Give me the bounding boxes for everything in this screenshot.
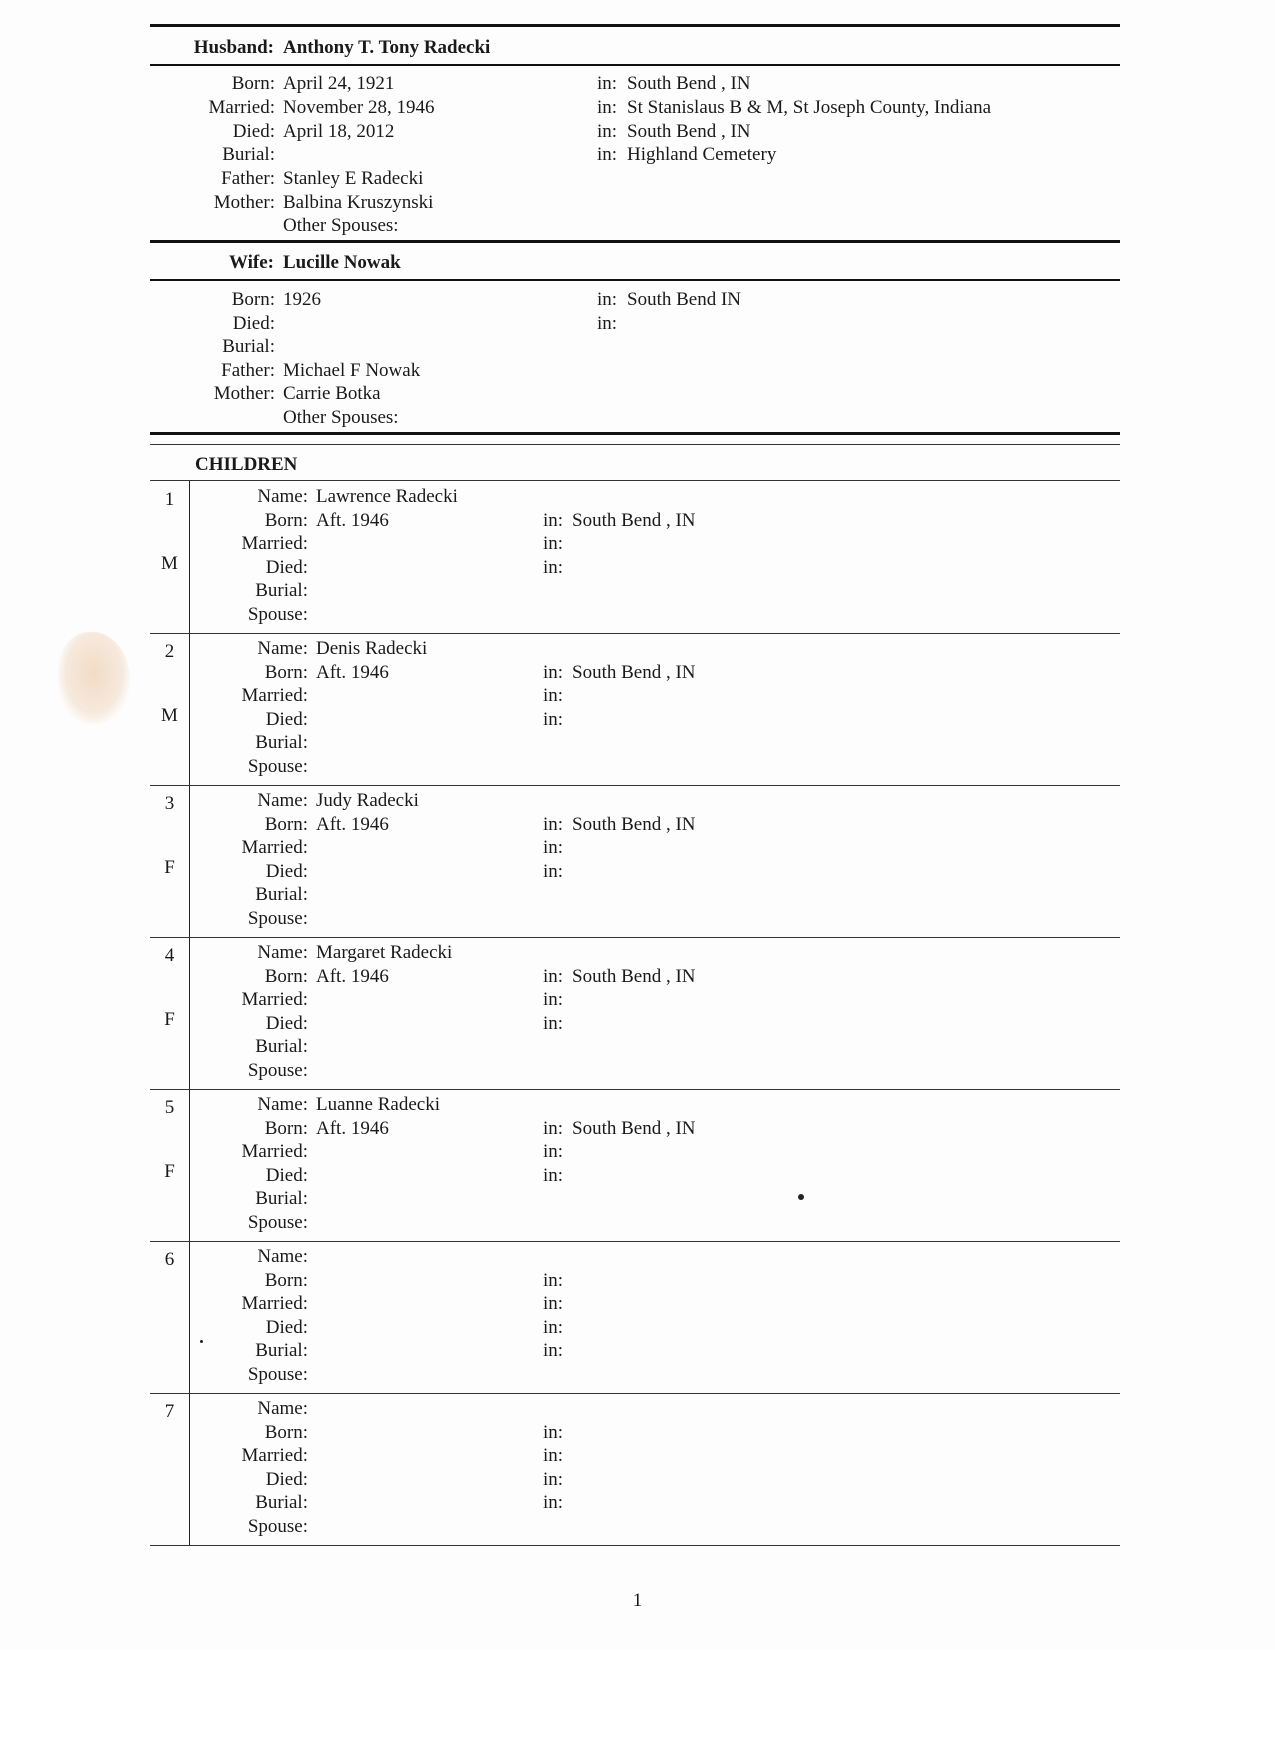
wife-burial-label: Burial: [222, 336, 275, 357]
husband-mother-name: Balbina Kruszynski [283, 192, 434, 213]
husband-born-label: Born: [231, 73, 275, 94]
child-died-label: Died: [265, 1013, 308, 1034]
page-number: 1 [632, 1590, 643, 1611]
child-born-place: South Bend , IN [572, 662, 696, 683]
husband-born-in: in: [597, 73, 618, 94]
child-sex: F [164, 857, 175, 878]
husband-married-date: November 28, 1946 [283, 97, 435, 118]
child-row-6 [150, 1241, 1120, 1394]
husband-died-in: in: [597, 121, 618, 142]
husband-label: Husband: [193, 37, 274, 58]
child-row-2 [150, 633, 1120, 786]
child-name: Judy Radecki [316, 790, 419, 811]
child-number: 5 [164, 1097, 175, 1118]
child-row-1 [150, 481, 1120, 634]
child-married-in: in: [543, 1141, 564, 1162]
child-born-in: in: [543, 510, 564, 531]
child-number: 7 [164, 1401, 175, 1422]
husband-married-in: in: [597, 97, 618, 118]
child-name-label: Name: [257, 790, 308, 811]
husband-died-place: South Bend , IN [627, 121, 751, 142]
child-born-label: Born: [264, 1422, 308, 1443]
child-row-7 [150, 1393, 1120, 1546]
child-spouse-label: Spouse: [247, 1364, 308, 1385]
child-married-label: Married: [241, 1293, 308, 1314]
paper-stain [58, 632, 130, 724]
child-died-in: in: [543, 1165, 564, 1186]
child-born-label: Born: [264, 1270, 308, 1291]
ink-speck [798, 1194, 804, 1200]
wife-top-rule [150, 240, 1120, 243]
children-double-rule [150, 444, 1120, 445]
child-sex: F [164, 1161, 175, 1182]
child-name-label: Name: [257, 1246, 308, 1267]
child-number: 4 [164, 945, 175, 966]
husband-born-date: April 24, 1921 [283, 73, 395, 94]
child-married-label: Married: [241, 837, 308, 858]
wife-died-in: in: [597, 313, 618, 334]
child-spouse-label: Spouse: [247, 604, 308, 625]
child-born-label: Born: [264, 510, 308, 531]
husband-burial-label: Burial: [222, 144, 275, 165]
child-born-in: in: [543, 966, 564, 987]
child-name-label: Name: [257, 1094, 308, 1115]
child-born-date: Aft. 1946 [316, 662, 389, 683]
child-married-label: Married: [241, 685, 308, 706]
child-married-in: in: [543, 685, 564, 706]
child-number: 3 [164, 793, 175, 814]
child-died-label: Died: [265, 709, 308, 730]
husband-mother-label: Mother: [213, 192, 275, 213]
child-married-label: Married: [241, 533, 308, 554]
child-married-in: in: [543, 837, 564, 858]
child-married-label: Married: [241, 1141, 308, 1162]
child-spouse-label: Spouse: [247, 1212, 308, 1233]
child-born-place: South Bend , IN [572, 966, 696, 987]
child-married-label: Married: [241, 989, 308, 1010]
child-born-date: Aft. 1946 [316, 814, 389, 835]
child-married-in: in: [543, 533, 564, 554]
child-burial-label: Burial: [255, 732, 308, 753]
husband-married-place: St Stanislaus B & M, St Joseph County, Indiana [627, 97, 992, 118]
scan-margin [0, 1650, 1275, 1740]
husband-burial-in: in: [597, 144, 618, 165]
wife-born-place: South Bend IN [627, 289, 741, 310]
child-born-in: in: [543, 814, 564, 835]
top-rule [150, 24, 1120, 27]
child-born-label: Born: [264, 966, 308, 987]
child-died-label: Died: [265, 1317, 308, 1338]
child-died-in: in: [543, 557, 564, 578]
husband-married-label: Married: [208, 97, 275, 118]
child-burial-label: Burial: [255, 1036, 308, 1057]
child-spouse-label: Spouse: [247, 1516, 308, 1537]
wife-born-date: 1926 [283, 289, 321, 310]
wife-died-label: Died: [232, 313, 275, 334]
child-row-3 [150, 785, 1120, 938]
wife-father-label: Father: [221, 360, 275, 381]
wife-mother-name: Carrie Botka [283, 383, 381, 404]
child-burial-label: Burial: [255, 1492, 308, 1513]
child-died-label: Died: [265, 861, 308, 882]
husband-other-spouses-label: Other Spouses: [283, 215, 399, 236]
husband-burial-place: Highland Cemetery [627, 144, 777, 165]
husband-name: Anthony T. Tony Radecki [283, 37, 491, 58]
child-died-in: in: [543, 861, 564, 882]
children-title: CHILDREN [195, 454, 298, 475]
child-number: 1 [164, 489, 175, 510]
child-born-label: Born: [264, 1118, 308, 1139]
child-sex: F [164, 1009, 175, 1030]
child-born-place: South Bend , IN [572, 1118, 696, 1139]
child-row-4 [150, 937, 1120, 1090]
child-name: Denis Radecki [316, 638, 428, 659]
child-died-label: Died: [265, 1165, 308, 1186]
child-burial-label: Burial: [255, 580, 308, 601]
husband-father-label: Father: [221, 168, 275, 189]
child-born-date: Aft. 1946 [316, 966, 389, 987]
child-born-in: in: [543, 662, 564, 683]
child-number: 2 [164, 641, 175, 662]
child-died-label: Died: [265, 557, 308, 578]
child-died-in: in: [543, 709, 564, 730]
wife-name: Lucille Nowak [283, 252, 401, 273]
wife-header-rule [150, 279, 1120, 281]
wife-father-name: Michael F Nowak [283, 360, 421, 381]
child-name-label: Name: [257, 1398, 308, 1419]
child-spouse-label: Spouse: [247, 908, 308, 929]
child-name: Lawrence Radecki [316, 486, 458, 507]
child-burial-label: Burial: [255, 884, 308, 905]
husband-died-date: April 18, 2012 [283, 121, 395, 142]
child-born-place: South Bend , IN [572, 814, 696, 835]
husband-died-label: Died: [232, 121, 275, 142]
wife-mother-label: Mother: [213, 383, 275, 404]
child-row-5 [150, 1089, 1120, 1242]
child-spouse-label: Spouse: [247, 1060, 308, 1081]
child-born-label: Born: [264, 662, 308, 683]
child-spouse-label: Spouse: [247, 756, 308, 777]
child-born-place: South Bend , IN [572, 510, 696, 531]
wife-other-spouses-label: Other Spouses: [283, 407, 399, 428]
child-married-in: in: [543, 1293, 564, 1314]
child-died-in: in: [543, 1317, 564, 1338]
child-name-label: Name: [257, 942, 308, 963]
child-sex: M [161, 553, 178, 574]
child-burial-label: Burial: [255, 1340, 308, 1361]
child-burial-label: Burial: [255, 1188, 308, 1209]
child-born-in: in: [543, 1118, 564, 1139]
child-number: 6 [164, 1249, 175, 1270]
child-died-in: in: [543, 1469, 564, 1490]
child-burial-in: in: [543, 1340, 564, 1361]
child-died-label: Died: [265, 1469, 308, 1490]
husband-header-rule [150, 64, 1120, 66]
ink-speck [200, 1340, 203, 1343]
child-burial-in: in: [543, 1492, 564, 1513]
children-top-rule [150, 432, 1120, 435]
child-name-label: Name: [257, 486, 308, 507]
child-born-date: Aft. 1946 [316, 1118, 389, 1139]
wife-born-label: Born: [231, 289, 275, 310]
child-married-in: in: [543, 1445, 564, 1466]
child-died-in: in: [543, 1013, 564, 1034]
child-sex: M [161, 705, 178, 726]
wife-born-in: in: [597, 289, 618, 310]
child-name-label: Name: [257, 638, 308, 659]
child-born-in: in: [543, 1422, 564, 1443]
child-married-in: in: [543, 989, 564, 1010]
husband-born-place: South Bend , IN [627, 73, 751, 94]
child-born-in: in: [543, 1270, 564, 1291]
child-name: Luanne Radecki [316, 1094, 440, 1115]
wife-label: Wife: [228, 252, 274, 273]
child-name: Margaret Radecki [316, 942, 453, 963]
child-married-label: Married: [241, 1445, 308, 1466]
husband-father-name: Stanley E Radecki [283, 168, 424, 189]
child-born-date: Aft. 1946 [316, 510, 389, 531]
child-born-label: Born: [264, 814, 308, 835]
